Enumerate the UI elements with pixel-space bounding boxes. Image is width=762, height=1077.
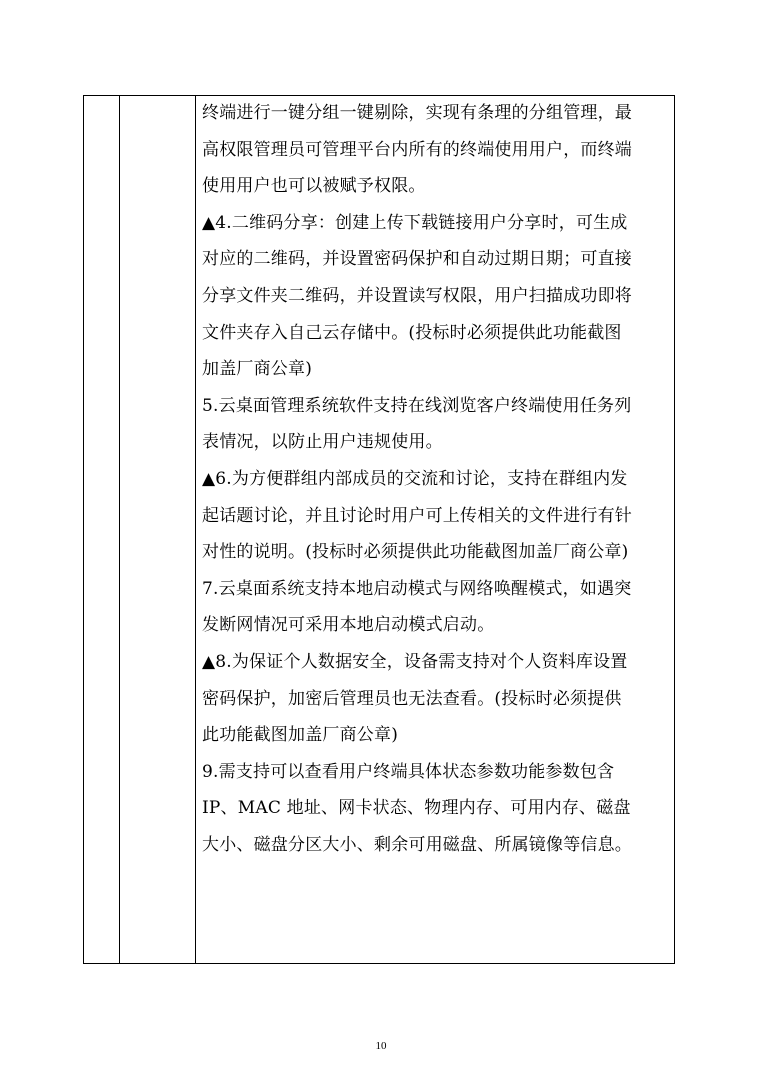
- text-line: 文件夹存入自己云存储中。(投标时必须提供此功能截图: [202, 322, 622, 343]
- text-line: 分享文件夹二维码，并设置读写权限，用户扫描成功即将: [202, 285, 632, 306]
- text-line: 7.云桌面系统支持本地启动模式与网络唤醒模式，如遇突: [202, 578, 632, 599]
- text-line: 9.需支持可以查看用户终端具体状态参数功能参数包含: [202, 761, 615, 782]
- text-line: 对性的说明。(投标时必须提供此功能截图加盖厂商公章): [202, 542, 629, 563]
- requirements-text-cell: [202, 96, 672, 863]
- text-line: 高权限管理员可管理平台内所有的终端使用用户，而终端: [202, 139, 632, 160]
- table-column-divider: [119, 96, 120, 963]
- text-line: 5.云桌面管理系统软件支持在线浏览客户终端使用任务列: [202, 395, 632, 416]
- text-line: 使用用户也可以被赋予权限。: [202, 176, 426, 197]
- text-line: ▲4.二维码分享：创建上传下载链接用户分享时，可生成: [202, 212, 628, 233]
- text-line: 密码保护，加密后管理员也无法查看。(投标时必须提供: [202, 688, 622, 709]
- text-line: 表情况，以防止用户违规使用。: [202, 432, 443, 453]
- page-number: 10: [375, 1040, 387, 1052]
- text-line: 大小、磁盘分区大小、剩余可用磁盘、所属镜像等信息。: [202, 834, 632, 855]
- text-line: 发断网情况可采用本地启动模式启动。: [202, 615, 495, 636]
- text-line: ▲6.为方便群组内部成员的交流和讨论，支持在群组内发: [202, 468, 628, 489]
- text-line: 对应的二维码，并设置密码保护和自动过期日期；可直接: [202, 249, 632, 270]
- text-line: 终端进行一键分组一键剔除，实现有条理的分组管理，最: [202, 103, 632, 123]
- spec-table: [83, 95, 675, 964]
- text-line: ▲8.为保证个人数据安全，设备需支持对个人资料库设置: [202, 651, 628, 672]
- text-line: IP、MAC 地址、网卡状态、物理内存、可用内存、磁盘: [202, 798, 631, 819]
- text-line: 此功能截图加盖厂商公章): [202, 725, 399, 746]
- text-line: 加盖厂商公章): [202, 359, 313, 380]
- text-line: 起话题讨论，并且讨论时用户可上传相关的文件进行有针: [202, 505, 632, 526]
- table-column-divider: [195, 96, 196, 963]
